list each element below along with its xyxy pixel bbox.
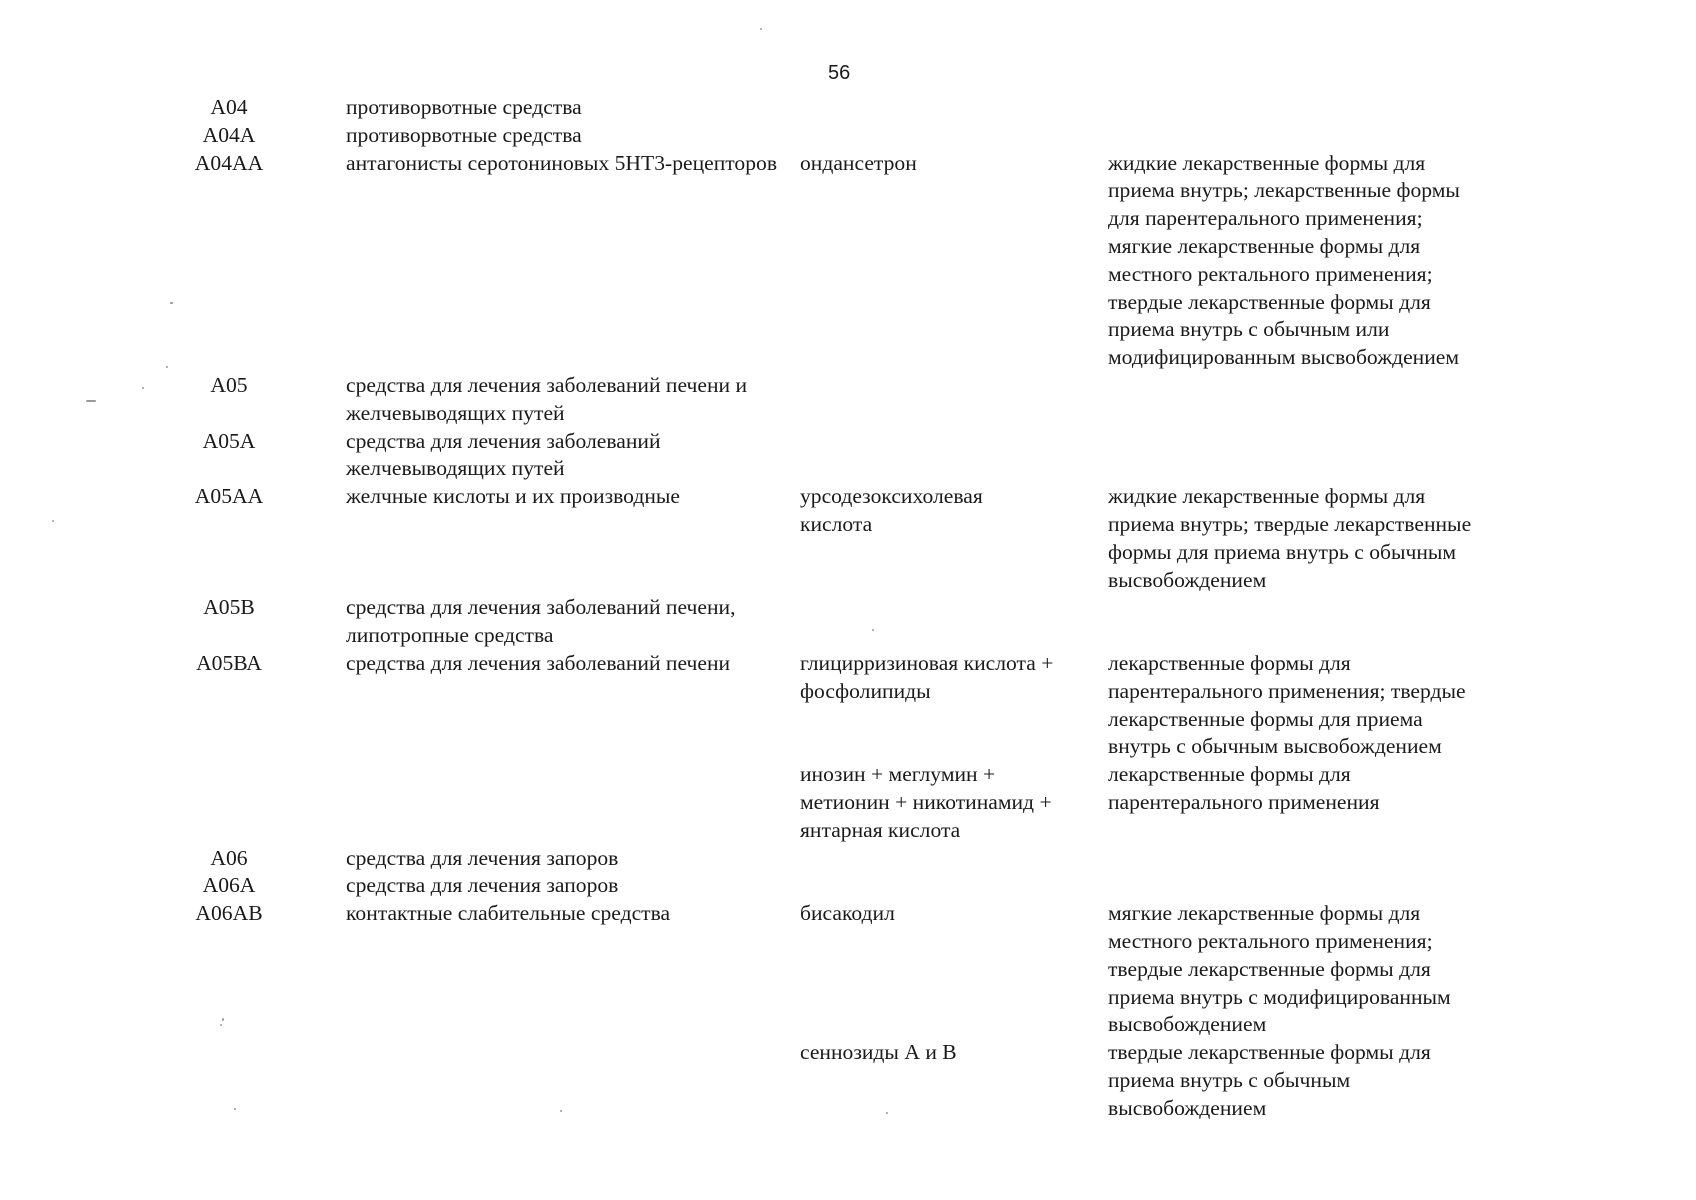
group-name <box>346 122 740 150</box>
table-row <box>160 428 1620 484</box>
drug-name-line: метионин + никотинамид + <box>800 789 1052 814</box>
dosage-form-line: приема внутрь; твердые лекарственные <box>1108 511 1472 536</box>
atc-code: А06А <box>202 873 256 898</box>
group-name-line: желчевыводящих путей <box>346 456 565 481</box>
atc-code: А05АА <box>194 484 264 509</box>
medication-table <box>160 94 1620 1122</box>
drug-name <box>800 900 1090 928</box>
atc-code: А05 <box>210 372 248 397</box>
dosage-form-line: формы для приема внутрь с обычным <box>1108 539 1457 564</box>
scan-speck <box>560 1110 562 1112</box>
scan-speck <box>220 1024 222 1026</box>
page-number: 56 <box>828 62 851 84</box>
dosage-forms <box>1108 1039 1528 1122</box>
dosage-form-line: местного ректального применения; <box>1108 261 1433 286</box>
drug-name-line: инозин + меглумин + <box>800 762 996 787</box>
drug-entry <box>800 900 1520 1039</box>
table-row <box>160 122 1620 150</box>
dosage-form-line: местного ректального применения; <box>1108 928 1433 953</box>
atc-code: А05ВА <box>196 650 262 675</box>
scan-speck <box>52 520 54 522</box>
scan-speck <box>872 629 874 631</box>
drug-entry <box>800 650 1520 761</box>
drug-entry <box>800 1039 1520 1122</box>
dosage-form-line: высвобождением <box>1108 1095 1267 1120</box>
drug-entry <box>800 150 1520 372</box>
drug-name <box>800 650 1090 706</box>
scan-speck <box>86 400 96 402</box>
table-row <box>160 900 1620 1122</box>
drug-entries <box>800 650 1520 845</box>
drug-entry <box>800 761 1520 844</box>
group-name-line: средства для лечения заболеваний печени <box>346 650 731 675</box>
scan-speck <box>886 1112 888 1114</box>
group-name <box>346 372 748 428</box>
drug-name <box>800 483 1090 539</box>
group-name-line: желчевыводящих путей <box>346 400 565 425</box>
dosage-form-line: мягкие лекарственные формы для <box>1108 233 1421 258</box>
drug-entries <box>800 483 1520 594</box>
table-row <box>160 372 1620 428</box>
group-name <box>346 650 740 678</box>
table-row <box>160 594 1620 650</box>
drug-name-line: бисакодил <box>800 901 895 926</box>
dosage-forms <box>1108 900 1528 1039</box>
group-name-line: антагонисты серотониновых 5НТ3-рецепторов <box>346 150 778 175</box>
drug-name <box>800 761 1090 844</box>
group-name-line: противорвотные средства <box>346 122 582 147</box>
drug-name-line: фосфолипиды <box>800 678 931 703</box>
drug-name-line: кислота <box>800 511 873 536</box>
dosage-form-line: приема внутрь с обычным <box>1108 1067 1351 1092</box>
group-name-line: контактные слабительные средства <box>346 901 671 926</box>
drug-name <box>800 1039 1090 1067</box>
atc-code: А05А <box>202 428 256 453</box>
dosage-forms <box>1108 650 1528 761</box>
dosage-form-line: лекарственные формы для <box>1108 762 1351 787</box>
scan-speck <box>760 28 762 30</box>
group-name <box>346 845 740 873</box>
drug-name <box>800 150 1090 178</box>
atc-code: А05В <box>203 595 255 620</box>
scan-speck <box>166 366 168 368</box>
atc-code: А06АВ <box>195 901 263 926</box>
dosage-form-line: парентерального применения <box>1108 789 1380 814</box>
dosage-form-line: для парентерального применения; <box>1108 206 1423 231</box>
dosage-form-line: твердые лекарственные формы для <box>1108 956 1431 981</box>
dosage-form-line: парентерального применения; твердые <box>1108 678 1466 703</box>
group-name <box>346 428 740 484</box>
dosage-form-line: жидкие лекарственные формы для <box>1108 484 1426 509</box>
group-name-line: средства для лечения заболеваний печени и <box>346 372 748 397</box>
drug-name-line: глицирризиновая кислота + <box>800 650 1054 675</box>
scan-speck <box>234 1108 236 1110</box>
scan-speck <box>142 387 144 389</box>
group-name-line: противорвотные средства <box>346 95 582 119</box>
drug-name-line: янтарная кислота <box>800 817 961 842</box>
dosage-form-line: приема внутрь; лекарственные формы <box>1108 178 1460 203</box>
atc-code: А04АА <box>194 150 264 175</box>
drug-entry <box>800 483 1520 594</box>
dosage-form-line: высвобождением <box>1108 1012 1267 1037</box>
dosage-form-line: модифицированным высвобождением <box>1108 345 1460 370</box>
drug-name-line: ондансетрон <box>800 150 917 175</box>
dosage-form-line: лекарственные формы для приема <box>1108 706 1423 731</box>
dosage-form-line: твердые лекарственные формы для <box>1108 1040 1431 1065</box>
dosage-forms <box>1108 150 1528 372</box>
drug-entries <box>800 900 1520 1122</box>
group-name <box>346 872 740 900</box>
atc-code: А04А <box>202 122 256 147</box>
dosage-form-line: жидкие лекарственные формы для <box>1108 150 1426 175</box>
dosage-form-line: высвобождением <box>1108 567 1267 592</box>
group-name <box>346 900 740 928</box>
dosage-form-line: приема внутрь с модифицированным <box>1108 984 1451 1009</box>
dosage-forms <box>1108 483 1528 594</box>
group-name-line: средства для лечения заболеваний печени, <box>346 595 736 620</box>
table-row <box>160 872 1620 900</box>
drug-name-line: урсодезоксихолевая <box>800 484 983 509</box>
dosage-form-line: мягкие лекарственные формы для <box>1108 901 1421 926</box>
group-name <box>346 483 740 511</box>
group-name-line: липотропные средства <box>346 623 554 648</box>
group-name <box>346 94 740 122</box>
drug-name-line: сеннозиды А и В <box>800 1040 957 1065</box>
group-name <box>346 150 778 178</box>
atc-code: А06 <box>210 845 248 870</box>
dosage-form-line: внутрь с обычным высвобождением <box>1108 734 1442 759</box>
drug-entries <box>800 150 1520 372</box>
table-row <box>160 650 1620 845</box>
scan-speck <box>222 1018 224 1021</box>
dosage-form-line: приема внутрь с обычным или <box>1108 317 1390 342</box>
dosage-forms <box>1108 761 1528 817</box>
table-row <box>160 94 1620 122</box>
group-name <box>346 594 740 650</box>
group-name-line: средства для лечения заболеваний <box>346 428 661 453</box>
dosage-form-line: лекарственные формы для <box>1108 650 1351 675</box>
group-name-line: средства для лечения запоров <box>346 845 619 870</box>
dosage-form-line: твердые лекарственные формы для <box>1108 289 1431 314</box>
atc-code: А04 <box>210 95 248 119</box>
table-row <box>160 845 1620 873</box>
group-name-line: средства для лечения запоров <box>346 873 619 898</box>
group-name-line: желчные кислоты и их производные <box>346 484 680 509</box>
scan-speck <box>170 302 173 304</box>
table-row <box>160 483 1620 594</box>
table-row <box>160 150 1620 372</box>
